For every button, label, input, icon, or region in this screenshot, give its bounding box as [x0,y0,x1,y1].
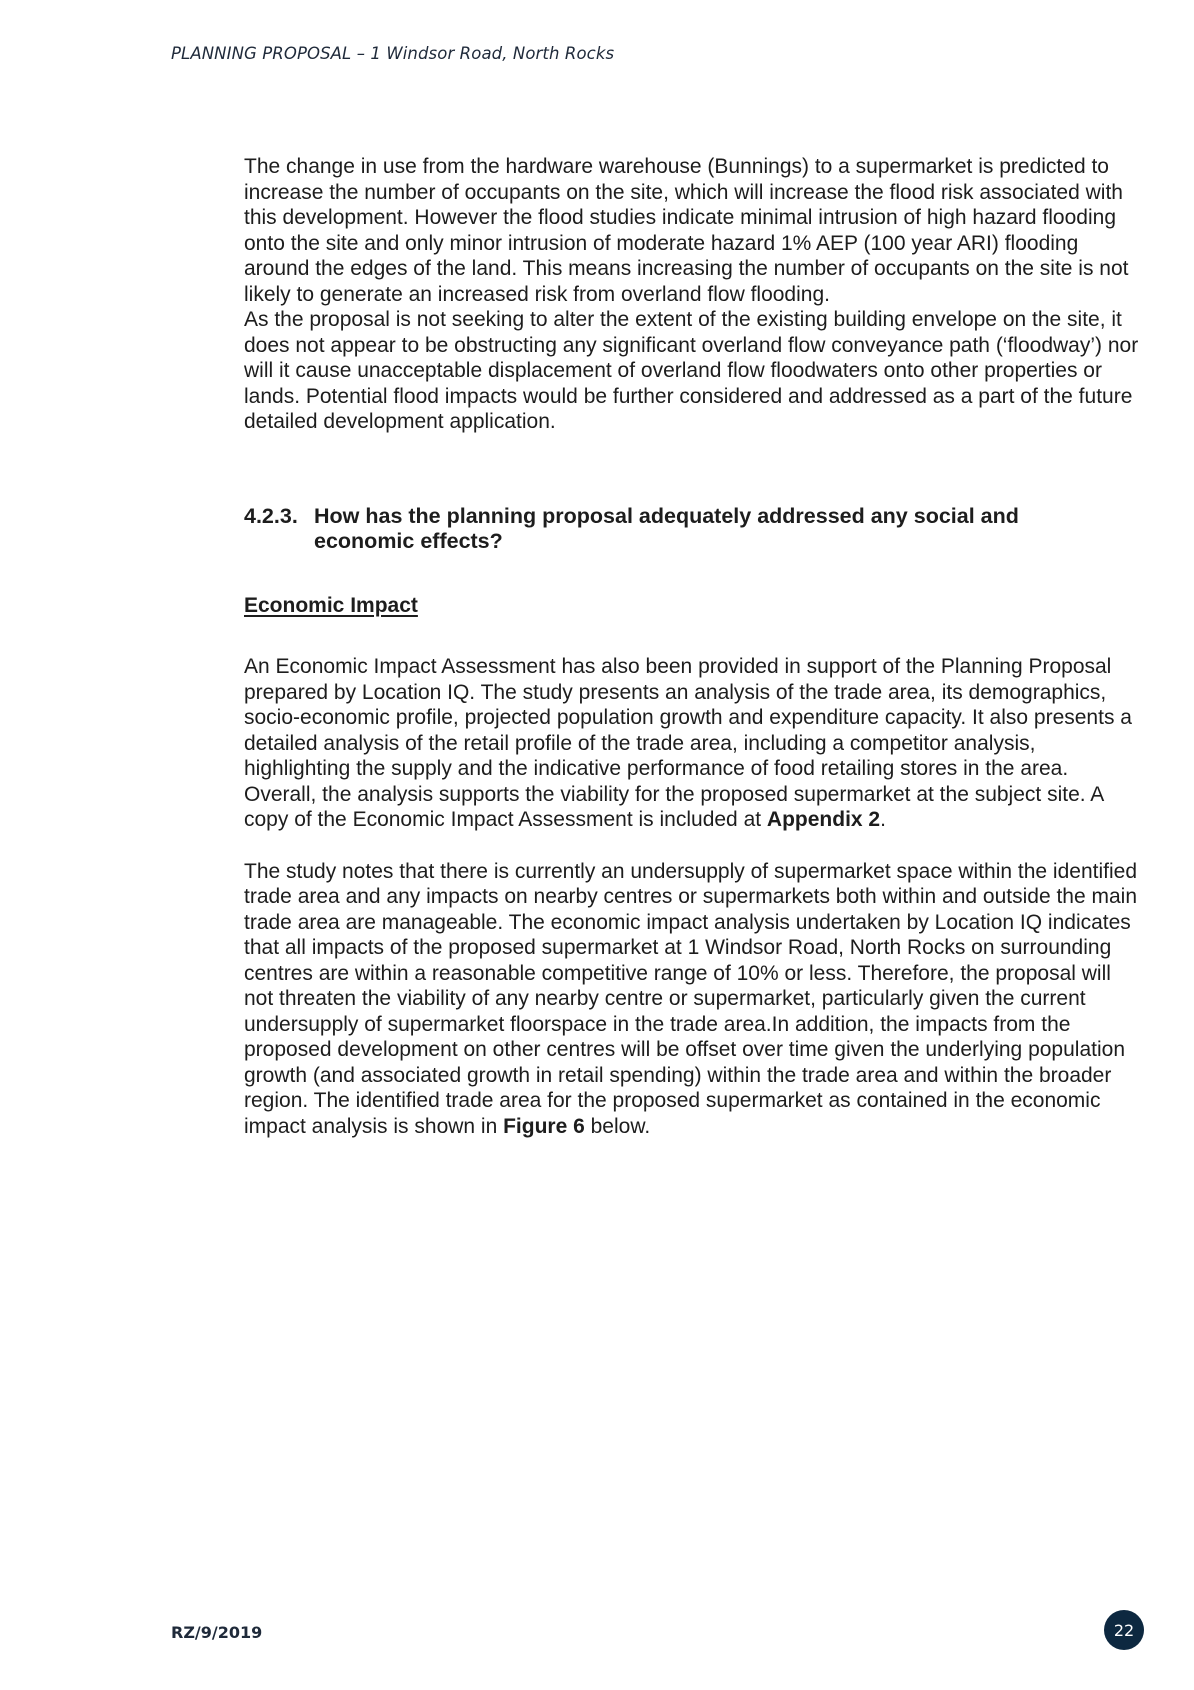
paragraph-text: An Economic Impact Assessment has also been provided in support of the Planning Proposal prepared by Location IQ. The study presents an analysis of the trade area, its demographics, socio-economic profile, projected population growth and expenditure capacity. It also presents a detailed analysis of the retail profile of the trade area, including a competitor analysis, highlighting the supply and the indicative performance of food retailing stores in the area. Overall, the analysis supports the viability for the proposed supermarket at the subject site. A copy of the Economic Impact Assessment is included at [244,655,1132,831]
flood-risk-paragraph: The change in use from the hardware warehouse (Bunnings) to a supermarket is predicted to increase the number of occupants on the site, which will increase the flood risk associated with this development. However the flood studies indicate minimal intrusion of high hazard flooding onto the site and only minor intrusion of moderate hazard 1% AEP (100 year ARI) flooding around the edges of the land. This means increasing the number of occupants on the site is not likely to generate an increased risk from overland flow flooding. [244,155,1129,306]
economic-impact-subheading: Economic Impact [244,593,418,617]
document-reference-code: RZ/9/2019 [171,1623,263,1642]
section-heading [244,504,1144,555]
economic-assessment-paragraph [244,654,1144,833]
paragraph-text: The study notes that there is currently an undersupply of supermarket space within the identified trade area and any impacts on nearby centres or supermarkets both within and outside the main trade area are manageable. The economic impact analysis undertaken by Location IQ indicates that all impacts of the proposed supermarket at 1 Windsor Road, North Rocks on surrounding centres are within a reasonable competitive range of 10% or less. Therefore, the proposal will not threaten the viability of any nearby centre or supermarket, particularly given the current undersupply of supermarket floorspace in the trade area.In addition, the impacts from the proposed development on other centres will be offset over time given the underlying population growth (and associated growth in retail spending) within the trade area and within the broader region. The identified trade area for the proposed supermarket as contained in the economic impact analysis is shown in [244,859,1138,1138]
page-number-badge: 22 [1104,1610,1144,1650]
trade-area-paragraph [244,859,1144,1140]
section-title: How has the planning proposal adequately addressed any social and economic effects? [314,503,1019,553]
paragraph-tail: below. [584,1114,651,1138]
section-number: 4.2.3. [244,503,298,528]
running-header: PLANNING PROPOSAL – 1 Windsor Road, North Rocks [171,44,615,63]
figure-reference: Figure 6 [503,1114,585,1138]
paragraph-tail: . [880,808,886,831]
appendix-reference: Appendix 2 [766,808,881,831]
building-envelope-paragraph: As the proposal is not seeking to alter the extent of the existing building envelope on the site, it does not appear to be obstructing any significant overland flow conveyance path (‘floodway’) nor will it cause unacceptable displacement of overland flow floodwaters onto other properties or lands. Potential flood impacts would be further considered and addressed as a part of the future detailed development application. [244,308,1139,433]
document-body [244,154,1144,1139]
